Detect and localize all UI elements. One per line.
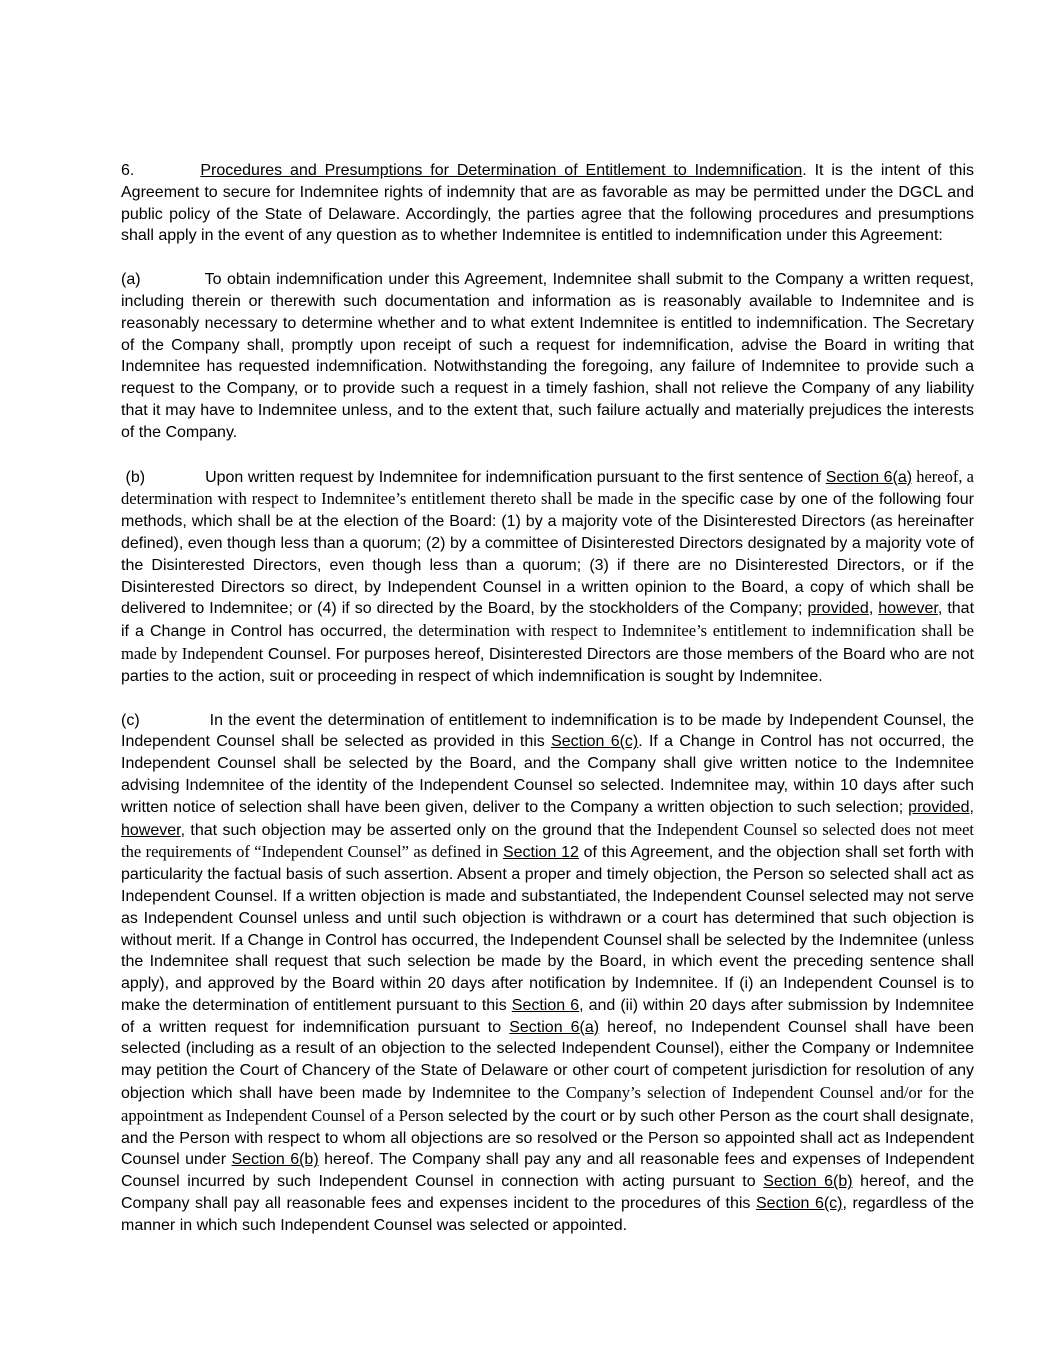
provided-term: provided bbox=[807, 600, 869, 618]
section-number: 6. bbox=[121, 162, 135, 179]
paragraph-c: (c) In the event the determination of entitlement to indemnification is to be made by Independent Counsel, the Independent Counsel shall be selected as provided in this Section 6(c). If a Change in Control has not occurred, the Independent Counsel shall be selected by the Board, and the Company shall give written notice to the Indemnitee advising Indemnitee of the identity of the Independent Counsel so selected. Indemnitee may, within 10 days after such written notice of selection shall have been given, deliver to the Company a written objection to such selection; provided, however, that such objection may be asserted only on the ground that the Independent Counsel so selected does not meet the requirements of “Independent Counsel” as defined in Section 12 of this Agreement, and the objection shall set forth with particularity the factual basis of such assertion. Absent a proper and timely objection, the Person so selected shall act as Independent Counsel. If a written objection is made and substantiated, the Independent Counsel selected may not serve as Independent Counsel unless and until such objection is withdrawn or a court has determined that such objection is without merit. If a Change in Control has occurred, the Independent Counsel shall be selected by the Indemnitee (unless the Indemnitee shall request that such selection be made by the Board, in which event the preceding sentence shall apply), and approved by the Board within 20 days after notification by Indemnitee. If (i) an Independent Counsel is to make the determination of entitlement pursuant to this Section 6, and (ii) within 20 days after submission by Indemnitee of a written request for indemnification pursuant to Section 6(a) hereof, no Independent Counsel shall have been selected (including as a result of an objection to the selected Independent Counsel), either the Company or Indemnitee may petition the Court of Chancery of the State of Delaware or other court of competent jurisdiction for resolution of any objection which shall have been made by Indemnitee to the Company’s selection of Independent Counsel and/or for the appointment as Independent Counsel of a Person selected by the court or by such other Person as the court shall designate, and the Person with respect to whom all objections are so resolved or the Person so appointed shall act as Independent Counsel under Section 6(b) hereof. The Company shall pay any and all reasonable fees and expenses of Independent Counsel incurred by such Independent Counsel in connection with acting pursuant to Section 6(b) hereof, and the Company shall pay all reasonable fees and expenses incident to the procedures of this Section 6(c), regardless of the manner in which such Independent Counsel was selected or appointed. bbox=[121, 711, 975, 1234]
provided-term: provided bbox=[908, 798, 970, 816]
section-intro: . It is the intent of this Agreement to secure for Indemnitee rights of indemnity that are as favorable as may be permitted under the DGCL and public policy of the State of Delaware. Accordingly, the parties agree that the following procedures and presumptions shall apply in the event of any question as to whether Indemnitee is entitled to indemnification under this Agreement: bbox=[121, 162, 975, 245]
section-ref-6c: Section 6(c) bbox=[756, 1195, 843, 1213]
however-term: however bbox=[878, 600, 938, 618]
paragraph-c-label: (c) bbox=[121, 711, 140, 729]
section-heading: Procedures and Presumptions for Determination of Entitlement to Indemnification bbox=[200, 162, 803, 179]
paragraph-a-text: To obtain indemnification under this Agreement, Indemnitee shall submit to the Company a written request, including therein or therewith such documentation and information as is reasonably available to Indemnitee and is reasonably necessary to determine whether and to what extent Indemnitee is entitled to indemnification. The Secretary of the Company shall, promptly upon receipt of such a request for indemnification, advise the Board in writing that Indemnitee has requested indemnification. Notwithstanding the foregoing, any failure of Indemnitee to provide such a request to the Company, or to provide such a request in a timely fashion, shall not relieve the Company of any liability that it may have to Indemnitee unless, and to the extent that, such failure actually and materially prejudices the interests of the Company. bbox=[121, 271, 974, 441]
section-ref-6b: Section 6(b) bbox=[763, 1173, 853, 1191]
paragraph-a-label: (a) bbox=[121, 271, 141, 289]
section-6-paragraph bbox=[121, 160, 974, 247]
paragraph-b-label: (b) bbox=[125, 468, 146, 486]
document-page bbox=[121, 160, 974, 1259]
section-ref-6c: Section 6(c) bbox=[551, 733, 639, 751]
however-term: however bbox=[121, 821, 181, 839]
section-ref-6a: Section 6(a) bbox=[509, 1018, 600, 1036]
section-ref-6a: Section 6(a) bbox=[825, 468, 913, 486]
section-ref-12: Section 12 bbox=[502, 844, 579, 862]
paragraph-a bbox=[121, 269, 974, 443]
section-ref-6: Section 6 bbox=[511, 996, 580, 1014]
paragraph-b: (b) Upon written request by Indemnitee for indemnification pursuant to the first sentence of Section 6(a) hereof, a determination with respect to Indemnitee’s entitlement thereto shall be made in the specific case by one of the following four methods, which shall be at the election of the Board: (1) by a majority vote of the Disinterested Directors (as hereinafter defined), even though less than a quorum; (2) by a committee of Disinterested Directors designated by a majority vote of the Disinterested Directors, even though less than a quorum; (3) if there are no Disinterested Directors, or if the Disinterested Directors so direct, by Independent Counsel in a written opinion to the Board, a copy of which shall be delivered to Indemnitee; or (4) if so directed by the Board, by the stockholders of the Company; provided, however, that if a Change in Control has occurred, the determination with respect to Indemnitee’s entitlement to indemnification shall be made by Independent Counsel. For purposes hereof, Disinterested Directors are those members of the Board who are not parties to the action, suit or proceeding in respect of which indemnification is sought by Indemnitee. bbox=[121, 466, 975, 685]
section-ref-6b: Section 6(b) bbox=[231, 1151, 319, 1169]
